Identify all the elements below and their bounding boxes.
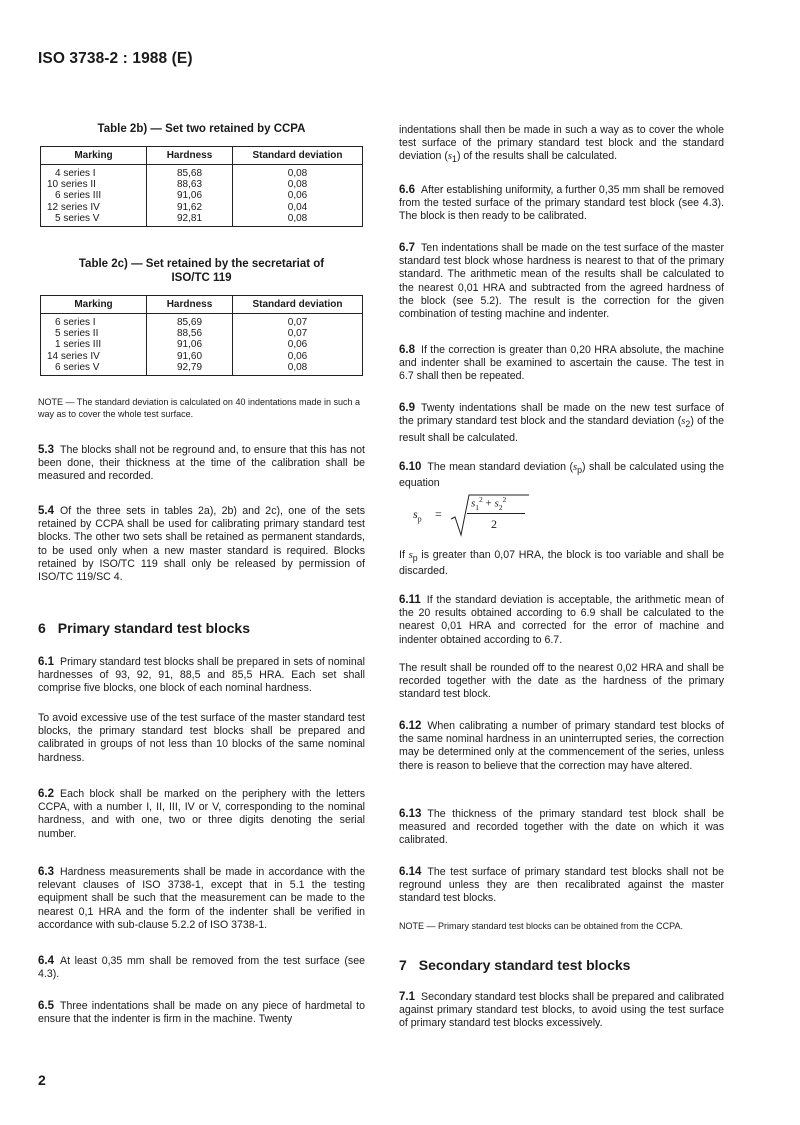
variable-subscript: 1 (452, 154, 457, 165)
column-header-hardness: Hardness (147, 296, 233, 314)
variable-s: s (681, 416, 686, 428)
clause-number: 6.6 (399, 184, 415, 196)
table-row (41, 362, 363, 376)
cell-std-dev: 0,08 (287, 168, 308, 179)
clause-6-11-paragraph-2: The result shall be rounded off to the nearest 0,02 HRA and shall be recorded together with the date as the hardness of the primary standard test block. (399, 662, 724, 701)
clause-text: If the standard deviation is acceptable, the arithmetic mean of the 20 results obtained according to 6.9 shall be calculated to the nearest 0,01 HRA and corrected for the error of machine and indenter obtained according to 6.7. (399, 594, 724, 646)
clause-text: When calibrating a number of primary standard test blocks of the same nominal hardness in an uninterrupted series, the correction may be determined only at the commencement of the series, unless there is reason to believe that the correction may have altered. (399, 720, 724, 772)
table-2c-caption-line2: ISO/TC 119 (171, 272, 232, 284)
clause-text: Primary standard test blocks shall be prepared in sets of nominal hardnesses of 93, 92, 91, 88,5 and 85,5 HRA. Each set shall comprise five blocks, one block of each nominal hardness. (38, 656, 365, 695)
cell-marking: 4 series I (41, 165, 147, 180)
cell-std-dev: 0,06 (287, 339, 308, 351)
section-title: Primary standard test blocks (57, 620, 250, 636)
clause-6-7 (399, 242, 724, 321)
table-row (41, 179, 363, 190)
clause-number: 7.1 (399, 991, 415, 1003)
cell-marking: 14 series IV (41, 351, 147, 362)
cell-std-dev: 0,07 (287, 328, 308, 340)
table-row (41, 351, 363, 362)
equals-sign: = (435, 507, 442, 521)
cell-hardness: 85,69 (147, 314, 233, 329)
clause-text: ) of the results shall be calculated. (456, 150, 618, 163)
clause-number: 6.8 (399, 344, 415, 356)
column-header-hardness: Hardness (147, 147, 233, 165)
clause-6-8 (399, 344, 724, 384)
clause-text: If the correction is greater than 0,20 HRA absolute, the machine and indenter shall be examined to ascertain the cause. The test in 6.7 shall then be repeated. (399, 344, 724, 383)
variable-subscript: p (412, 553, 418, 564)
cell-hardness: 91,60 (147, 351, 233, 362)
clause-number: 6.11 (399, 594, 421, 606)
clause-text: Hardness measurements shall be made in accordance with the relevant clauses of ISO 3738-1, except that in 5.1 the testing equipment shall be such that the measurement can be made to the nearest 0,1 HRA and the form of the indenter shall be verified in accordance with sub-clause 5.2.2 of ISO 3738-1. (38, 866, 365, 931)
clause-6-10 (399, 461, 724, 491)
variable-subscript: p (417, 514, 422, 524)
cell-hardness: 92,81 (147, 213, 233, 227)
clause-6-4 (38, 955, 365, 981)
clause-text: If (399, 549, 409, 561)
clause-number: 6.4 (38, 955, 54, 967)
table-row (41, 190, 363, 201)
clause-text: The blocks shall not be reground and, to ensure that this has not been done, their thickness at the time of the calibration shall be measured and recorded. (38, 444, 365, 483)
cell-marking: 6 series III (41, 190, 147, 201)
clause-number: 6.14 (399, 866, 422, 878)
section-6-heading (38, 620, 250, 636)
cell-std-dev: 0,04 (287, 201, 308, 213)
clause-number: 6.5 (38, 1000, 54, 1012)
document-header: ISO 3738-2 : 1988 (E) (38, 50, 193, 67)
cell-std-dev: 0,06 (287, 190, 308, 202)
cell-marking: 10 series II (41, 179, 147, 190)
table-note: NOTE — The standard deviation is calculated on 40 indentations made in such a way as to cover the whole test surface. (38, 397, 361, 419)
variable-superscript: 2 (479, 495, 483, 504)
clause-number: 6.7 (399, 242, 415, 254)
clause-number: 6.2 (38, 788, 54, 800)
clause-6-1 (38, 656, 365, 696)
section-number: 7 (399, 957, 407, 973)
clause-6-5-continued (399, 124, 724, 167)
clause-text: The mean standard deviation ( (427, 461, 573, 473)
table-2c-caption-line1: Table 2c) — Set retained by the secretariat of (78, 258, 325, 270)
clause-text: ) shall be calculated using the equation (399, 461, 724, 490)
clause-text: Twenty indentations shall be made on the new test surface of the primary standard test block and the standard deviation ( (399, 402, 724, 428)
column-header-marking: Marking (41, 296, 147, 314)
clause-text: Three indentations shall be made on any piece of hardmetal to ensure that the indenter is firm in the machine. Twenty (38, 1000, 365, 1026)
clause-number: 6.10 (399, 461, 422, 473)
clause-text: Of the three sets in tables 2a), 2b) and 2c), one of the sets retained by CCPA shall be used for calibrating primary standard test blocks. The other two sets shall be retained as permanent standards, to be used only when a new master standard is required. Blocks retained by ISO/TC 119 shall only be released by permission of ISO/TC 119/SC 4. (38, 505, 365, 584)
plus-sign: + (482, 497, 495, 510)
clause-6-11 (399, 594, 724, 647)
column-header-standard-deviation: Standard deviation (233, 296, 363, 314)
clause-6-6 (399, 184, 724, 224)
clause-number: 6.3 (38, 866, 54, 878)
equation-numerator (471, 495, 506, 512)
cell-std-dev: 0,08 (287, 361, 308, 373)
variable-subscript: 2 (685, 419, 691, 430)
column-header-marking: Marking (41, 147, 147, 165)
clause-number: 5.3 (38, 444, 54, 456)
clause-5-4 (38, 505, 365, 584)
clause-number: 6.1 (38, 656, 54, 668)
table-row (41, 339, 363, 350)
variable-s: s (494, 497, 499, 510)
clause-number: 5.4 (38, 505, 54, 517)
variable-s: s (447, 151, 453, 163)
variable-subscript: p (577, 465, 583, 476)
table-2c-caption (38, 257, 365, 285)
clause-6-5 (38, 1000, 365, 1026)
table-row (41, 314, 363, 329)
clause-6-14 (399, 866, 724, 906)
equation-denominator: 2 (491, 517, 497, 531)
note-6-14: NOTE — Primary standard test blocks can be obtained from the CCPA. (399, 921, 683, 931)
clause-6-3 (38, 866, 365, 932)
column-header-standard-deviation: Standard deviation (233, 147, 363, 165)
table-2b (40, 146, 363, 227)
section-title: Secondary standard test blocks (418, 957, 631, 973)
clause-text: The test surface of primary standard test blocks shall not be reground unless they are then recalibrated against the master standard test blocks. (399, 866, 724, 905)
clause-text: ) of the result shall be calculated. (399, 415, 724, 444)
equation-sp (413, 493, 553, 539)
variable-s: s (572, 462, 578, 473)
clause-7-1 (399, 991, 724, 1031)
section-7-heading (399, 957, 630, 973)
clause-text: The thickness of the primary standard test block shall be measured and recorded together with the date on which it was calibrated. (399, 808, 724, 847)
cell-hardness: 88,56 (147, 328, 233, 339)
clause-number: 6.13 (399, 808, 422, 820)
clause-text: indentations shall then be made in such a way as to cover the whole test surface of the primary standard test block and the standard deviation ( (399, 124, 724, 163)
cell-hardness: 88,63 (147, 179, 233, 190)
clause-text: After establishing uniformity, a further 0,35 mm shall be removed from the tested surface of the primary standard test block (see 4.3). The block is then ready to be calibrated. (399, 184, 724, 223)
cell-marking: 5 series II (41, 328, 147, 339)
clause-text: At least 0,35 mm shall be removed from the test surface (see 4.3). (38, 955, 365, 981)
cell-hardness: 91,62 (147, 202, 233, 213)
cell-marking: 6 series V (41, 362, 147, 376)
clause-text: is greater than 0,07 HRA, the block is too variable and shall be discarded. (399, 549, 724, 578)
table-2b-caption: Table 2b) — Set two retained by CCPA (97, 123, 306, 135)
variable-subscript: 1 (475, 502, 480, 512)
cell-marking: 12 series IV (41, 202, 147, 213)
table-header-row (41, 147, 363, 165)
cell-hardness: 92,79 (147, 362, 233, 376)
fraction-bar (467, 513, 525, 514)
cell-marking: 5 series V (41, 213, 147, 227)
table-header-row (41, 296, 363, 314)
cell-hardness: 91,06 (147, 339, 233, 350)
table-row (41, 213, 363, 227)
clause-5-3 (38, 444, 365, 484)
clause-6-10-paragraph-2 (399, 549, 724, 579)
clause-6-1-paragraph-2: To avoid excessive use of the test surface of the master standard test blocks, the primary standard test blocks shall be prepared and calibrated in groups of not less than 10 blocks of the same nominal hardness. (38, 712, 365, 764)
table-2c (40, 295, 363, 376)
clause-number: 6.12 (399, 720, 422, 732)
clause-6-2 (38, 788, 365, 841)
variable-s: s (471, 497, 476, 510)
clause-text: Ten indentations shall be made on the test surface of the master standard test block whose hardness is nearest to that of the primary standard. The arithmetic mean of the results shall be calculated to the nearest 0,01 HRA and subtracted from the agreed hardness of the block (see 5.2). The result is the correction for the given combination of testing machine and indenter. (399, 242, 724, 321)
variable-superscript: 2 (502, 495, 507, 504)
page-number: 2 (38, 1072, 46, 1088)
cell-hardness: 91,06 (147, 190, 233, 201)
clause-6-13 (399, 808, 724, 848)
variable-subscript: 2 (498, 502, 503, 512)
cell-hardness: 85,68 (147, 165, 233, 180)
cell-std-dev: 0,08 (287, 179, 308, 191)
table-row (41, 328, 363, 339)
variable-s: s (413, 507, 418, 521)
table-row (41, 165, 363, 180)
section-number: 6 (38, 620, 46, 636)
equation-lhs (413, 507, 422, 523)
cell-std-dev: 0,06 (287, 350, 308, 362)
clause-text: Secondary standard test blocks shall be prepared and calibrated against primary standard test blocks, to avoid using the test surface of primary standard test blocks excessively. (399, 991, 724, 1030)
clause-text: Each block shall be marked on the periphery with the letters CCPA, with a number I, II, III, IV or V, corresponding to the nominal hardness, and with one, two or three digits denoting the serial number. (38, 788, 365, 840)
cell-std-dev: 0,07 (287, 317, 308, 328)
cell-marking: 6 series I (41, 314, 147, 329)
table-row (41, 202, 363, 213)
clause-6-9 (399, 402, 724, 445)
variable-s: s (408, 550, 413, 561)
cell-marking: 1 series III (41, 339, 147, 350)
clause-number: 6.9 (399, 402, 415, 414)
cell-std-dev: 0,08 (287, 212, 308, 224)
clause-6-12 (399, 720, 724, 773)
